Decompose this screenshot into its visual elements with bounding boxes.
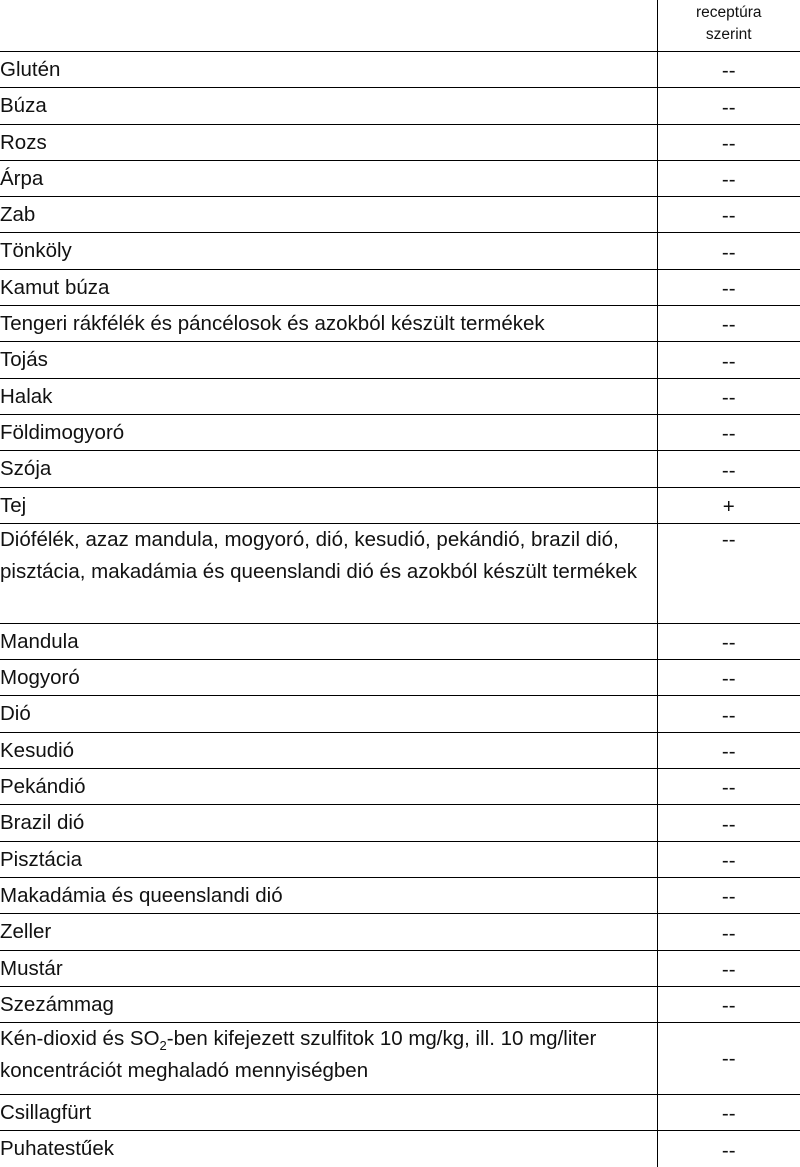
table-row xyxy=(0,451,800,487)
table-row xyxy=(0,986,800,1022)
allergen-value: -- xyxy=(657,342,800,378)
allergen-name: Szezámmag xyxy=(0,986,657,1022)
allergen-name: Földimogyoró xyxy=(0,414,657,450)
allergen-value: -- xyxy=(657,378,800,414)
table-row xyxy=(0,306,800,342)
table-row xyxy=(0,197,800,233)
allergen-name: Halak xyxy=(0,378,657,414)
table-row xyxy=(0,696,800,732)
table-row xyxy=(0,378,800,414)
allergen-value: -- xyxy=(657,877,800,913)
allergen-value: -- xyxy=(657,769,800,805)
table-row xyxy=(0,1131,800,1167)
table-row xyxy=(0,623,800,659)
header-value-cell xyxy=(657,0,800,52)
allergen-value: -- xyxy=(657,623,800,659)
allergen-value: -- xyxy=(657,160,800,196)
allergen-value: -- xyxy=(657,986,800,1022)
allergen-name: Makadámia és queenslandi dió xyxy=(0,877,657,913)
allergen-value: -- xyxy=(657,660,800,696)
allergen-name: Búza xyxy=(0,88,657,124)
table-row xyxy=(0,124,800,160)
allergen-name: Pisztácia xyxy=(0,841,657,877)
table-row xyxy=(0,414,800,450)
table-row xyxy=(0,342,800,378)
allergen-name: Diófélék, azaz mandula, mogyoró, dió, kesudió, pekándió, brazil dió, pisztácia, makadámia és queenslandi dió és azokból készült termékek xyxy=(0,523,657,623)
allergen-value: -- xyxy=(657,233,800,269)
header-value-line1: receptúra xyxy=(696,4,762,21)
allergen-value: -- xyxy=(657,1095,800,1131)
allergen-value: -- xyxy=(657,914,800,950)
allergen-value: -- xyxy=(657,88,800,124)
table-header-row xyxy=(0,0,800,52)
allergen-name: Puhatestűek xyxy=(0,1131,657,1167)
table-row xyxy=(0,52,800,88)
allergen-value: -- xyxy=(657,523,800,623)
table-row xyxy=(0,160,800,196)
allergen-value: + xyxy=(657,487,800,523)
table-row xyxy=(0,660,800,696)
allergen-name: Tojás xyxy=(0,342,657,378)
allergen-value: -- xyxy=(657,451,800,487)
sulfite-subscript: 2 xyxy=(159,1038,167,1054)
allergen-value: -- xyxy=(657,52,800,88)
allergen-name: Mustár xyxy=(0,950,657,986)
table-row xyxy=(0,841,800,877)
allergen-name: Mogyoró xyxy=(0,660,657,696)
table-row xyxy=(0,233,800,269)
allergen-name: Kamut búza xyxy=(0,269,657,305)
allergen-name: Kesudió xyxy=(0,732,657,768)
allergen-name: Zeller xyxy=(0,914,657,950)
allergen-value: -- xyxy=(657,841,800,877)
allergen-value: -- xyxy=(657,1131,800,1167)
allergen-value: -- xyxy=(657,1023,800,1095)
allergen-value: -- xyxy=(657,805,800,841)
table-row xyxy=(0,914,800,950)
table-row xyxy=(0,769,800,805)
table-row xyxy=(0,269,800,305)
header-value-line2: szerint xyxy=(705,26,752,43)
allergen-value: -- xyxy=(657,197,800,233)
table-row xyxy=(0,732,800,768)
allergen-value: -- xyxy=(657,950,800,986)
allergen-name: Rozs xyxy=(0,124,657,160)
allergen-name: Tönköly xyxy=(0,233,657,269)
table-row xyxy=(0,877,800,913)
table-row xyxy=(0,487,800,523)
allergen-name: Csillagfürt xyxy=(0,1095,657,1131)
allergen-name: Brazil dió xyxy=(0,805,657,841)
table-row xyxy=(0,523,800,623)
allergen-name: Glutén xyxy=(0,52,657,88)
allergen-value: -- xyxy=(657,269,800,305)
allergen-name xyxy=(0,1023,657,1095)
allergen-name: Pekándió xyxy=(0,769,657,805)
allergen-name: Mandula xyxy=(0,623,657,659)
allergen-name: Tengeri rákfélék és páncélosok és azokból készült termékek xyxy=(0,306,657,342)
table-row-sulfite xyxy=(0,1023,800,1095)
sulfite-name-part1: Kén-dioxid és SO xyxy=(0,1027,160,1051)
table-row xyxy=(0,950,800,986)
allergen-name: Dió xyxy=(0,696,657,732)
allergen-name: Zab xyxy=(0,197,657,233)
table-row xyxy=(0,88,800,124)
table-row xyxy=(0,1095,800,1131)
allergen-name: Árpa xyxy=(0,160,657,196)
allergen-value: -- xyxy=(657,124,800,160)
allergen-value: -- xyxy=(657,414,800,450)
allergen-name: Szója xyxy=(0,451,657,487)
allergen-value: -- xyxy=(657,306,800,342)
sulfite-name-part2: -ben kifejezett szulfitok 10 mg/kg, ill. 10 mg/liter koncentrációt meghaladó mennyiségben xyxy=(0,1027,597,1083)
allergen-name: Tej xyxy=(0,487,657,523)
table-row xyxy=(0,805,800,841)
header-name-cell xyxy=(0,0,657,52)
allergen-value: -- xyxy=(657,696,800,732)
allergen-value: -- xyxy=(657,732,800,768)
